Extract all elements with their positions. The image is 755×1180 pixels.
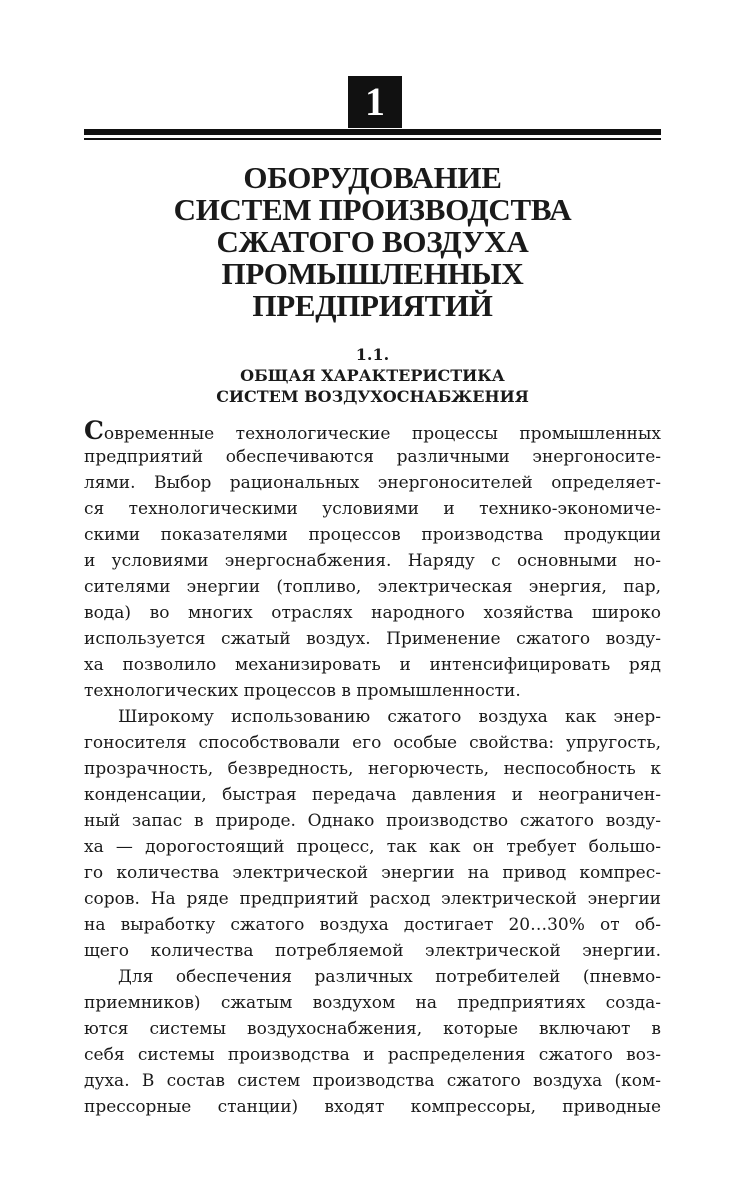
text-line: и условиями энергоснабжения. Наряду с основными но- [84,551,661,571]
text-line: Широкому использованию сжатого воздуха как энер- [118,707,661,727]
text-line: лями. Выбор рациональных энергоносителей определяет- [84,473,661,493]
text-line: го количества электрической энергии на привод компрес- [84,863,661,883]
text-line: себя системы производства и распределения сжатого воз- [84,1045,661,1065]
text-line: вода) во многих отраслях народного хозяйства широко [84,603,661,623]
text-line: духа. В состав систем производства сжатого воздуха (ком- [84,1071,661,1091]
section-title-line: СИСТЕМ ВОЗДУХОСНАБЖЕНИЯ [216,387,529,406]
text-line: ются системы воздухоснабжения, которые включают в [84,1019,661,1039]
drop-cap: С [84,418,104,444]
text-line: предприятий обеспечиваются различными энергоносите- [84,447,661,467]
chapter-title-line: ПРОМЫШЛЕННЫХ [221,256,524,291]
text-line: ха позволило механизировать и интенсифицировать ряд [84,655,661,675]
chapter-rule-thin [84,138,661,140]
section-heading [84,344,661,407]
chapter-title-line: ПРЕДПРИЯТИЙ [252,288,493,323]
text-line [84,418,661,444]
text-line: ный запас в природе. Однако производство сжатого возду- [84,811,661,831]
chapter-title-line: СИСТЕМ ПРОИЗВОДСТВА [173,192,572,227]
text-line: прозрачность, безвредность, негорючесть, неспособность к [84,759,661,779]
chapter-title-line: ОБОРУДОВАНИЕ [243,160,502,195]
text-line: прессорные станции) входят компрессоры, приводные [84,1097,661,1117]
text-line: на выработку сжатого воздуха достигает 20…30% от об- [84,915,661,935]
text-line: конденсации, быстрая передача давления и неограничен- [84,785,661,805]
text-line: используется сжатый воздух. Применение сжатого возду- [84,629,661,649]
text-line: ся технологическими условиями и технико-экономиче- [84,499,661,519]
section-title-line: ОБЩАЯ ХАРАКТЕРИСТИКА [240,366,505,385]
body-text [84,418,661,1120]
text-line: Для обеспечения различных потребителей (пневмо- [118,967,661,987]
text-line: приемников) сжатым воздухом на предприятиях созда- [84,993,661,1013]
text-line: гоносителя способствовали его особые свойства: упругость, [84,733,661,753]
text-line: сителями энергии (топливо, электрическая энергия, пар, [84,577,661,597]
section-number: 1.1. [355,345,390,364]
chapter-rule-thick [84,129,661,135]
text-line: щего количества потребляемой электрической энергии. [84,941,661,961]
chapter-number: 1 [348,76,402,128]
text-line: ха — дорогостоящий процесс, так как он требует большо- [84,837,661,857]
text-line: соров. На ряде предприятий расход электрической энергии [84,889,661,909]
chapter-title [84,162,661,322]
chapter-title-line: СЖАТОГО ВОЗДУХА [216,224,529,259]
text-line-content: овременные технологические процессы промышленных [103,424,661,444]
text-line: технологических процессов в промышленности. [84,681,521,701]
text-line: скими показателями процессов производства продукции [84,525,661,545]
